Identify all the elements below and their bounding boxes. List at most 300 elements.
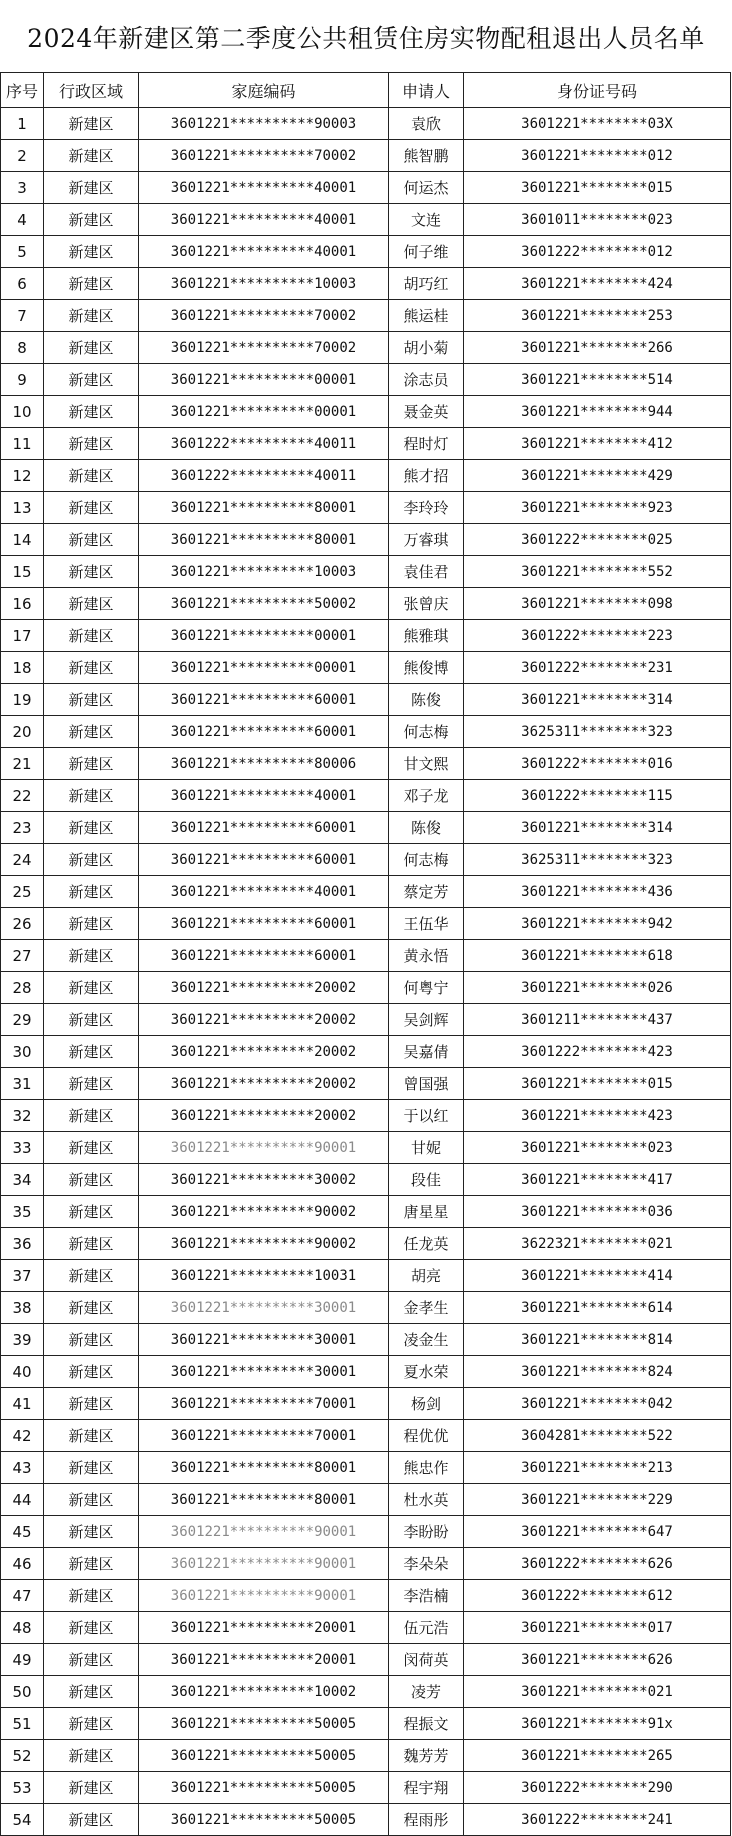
table-row xyxy=(1,332,731,364)
cell-district: 新建区 xyxy=(44,1740,139,1772)
table-row xyxy=(1,652,731,684)
cell-district: 新建区 xyxy=(44,1420,139,1452)
table-row xyxy=(1,1036,731,1068)
cell-family-code: 3601222**********40011 xyxy=(139,460,389,492)
cell-family-code: 3601221**********90002 xyxy=(139,1196,389,1228)
cell-family-code: 3601221**********90001 xyxy=(139,1132,389,1164)
cell-applicant: 何粤宁 xyxy=(389,972,464,1004)
cell-id-number: 3601222********115 xyxy=(464,780,731,812)
cell-id-number: 3622321********021 xyxy=(464,1228,731,1260)
cell-district: 新建区 xyxy=(44,108,139,140)
cell-id-number: 3601221********647 xyxy=(464,1516,731,1548)
cell-applicant: 聂金英 xyxy=(389,396,464,428)
cell-id-number: 3601221********314 xyxy=(464,812,731,844)
cell-serial-number: 18 xyxy=(1,652,44,684)
cell-district: 新建区 xyxy=(44,780,139,812)
cell-applicant: 文连 xyxy=(389,204,464,236)
table-row xyxy=(1,1228,731,1260)
cell-id-number: 3601222********423 xyxy=(464,1036,731,1068)
cell-district: 新建区 xyxy=(44,300,139,332)
table-row xyxy=(1,1580,731,1612)
cell-district: 新建区 xyxy=(44,716,139,748)
cell-serial-number: 6 xyxy=(1,268,44,300)
cell-family-code: 3601221**********80006 xyxy=(139,748,389,780)
header-applicant: 申请人 xyxy=(389,73,464,108)
cell-family-code: 3601221**********10003 xyxy=(139,268,389,300)
cell-applicant: 陈俊 xyxy=(389,684,464,716)
cell-serial-number: 19 xyxy=(1,684,44,716)
cell-family-code: 3601221**********20002 xyxy=(139,1004,389,1036)
cell-serial-number: 12 xyxy=(1,460,44,492)
cell-applicant: 胡巧红 xyxy=(389,268,464,300)
cell-applicant: 熊俊博 xyxy=(389,652,464,684)
cell-family-code: 3601221**********20002 xyxy=(139,972,389,1004)
table-row xyxy=(1,620,731,652)
cell-serial-number: 1 xyxy=(1,108,44,140)
cell-serial-number: 39 xyxy=(1,1324,44,1356)
cell-district: 新建区 xyxy=(44,1644,139,1676)
table-header-row xyxy=(1,73,731,108)
cell-family-code: 3601221**********70002 xyxy=(139,300,389,332)
cell-district: 新建区 xyxy=(44,1388,139,1420)
table-row xyxy=(1,108,731,140)
table-row xyxy=(1,972,731,1004)
header-family-code: 家庭编码 xyxy=(139,73,389,108)
cell-id-number: 3601221********618 xyxy=(464,940,731,972)
cell-family-code: 3601222**********40011 xyxy=(139,428,389,460)
cell-district: 新建区 xyxy=(44,1324,139,1356)
cell-family-code: 3601221**********30001 xyxy=(139,1292,389,1324)
cell-id-number: 3601221********436 xyxy=(464,876,731,908)
cell-id-number: 3601221********429 xyxy=(464,460,731,492)
cell-serial-number: 28 xyxy=(1,972,44,1004)
cell-id-number: 3601222********223 xyxy=(464,620,731,652)
table-row xyxy=(1,1804,731,1836)
cell-district: 新建区 xyxy=(44,492,139,524)
cell-id-number: 3601221********414 xyxy=(464,1260,731,1292)
cell-applicant: 李朵朵 xyxy=(389,1548,464,1580)
cell-id-number: 3601221********213 xyxy=(464,1452,731,1484)
table-row xyxy=(1,940,731,972)
cell-id-number: 3601221********253 xyxy=(464,300,731,332)
cell-applicant: 凌芳 xyxy=(389,1676,464,1708)
cell-id-number: 3601221********814 xyxy=(464,1324,731,1356)
cell-id-number: 3601221********514 xyxy=(464,364,731,396)
cell-serial-number: 4 xyxy=(1,204,44,236)
cell-serial-number: 51 xyxy=(1,1708,44,1740)
cell-family-code: 3601221**********60001 xyxy=(139,908,389,940)
cell-district: 新建区 xyxy=(44,940,139,972)
cell-district: 新建区 xyxy=(44,1516,139,1548)
table-body xyxy=(1,108,731,1836)
cell-applicant: 李盼盼 xyxy=(389,1516,464,1548)
cell-serial-number: 3 xyxy=(1,172,44,204)
cell-applicant: 何志梅 xyxy=(389,716,464,748)
cell-serial-number: 30 xyxy=(1,1036,44,1068)
header-district: 行政区域 xyxy=(44,73,139,108)
cell-family-code: 3601221**********50005 xyxy=(139,1740,389,1772)
cell-id-number: 3601222********016 xyxy=(464,748,731,780)
cell-applicant: 熊智鹏 xyxy=(389,140,464,172)
cell-id-number: 3601221********021 xyxy=(464,1676,731,1708)
cell-id-number: 3601221********824 xyxy=(464,1356,731,1388)
cell-serial-number: 13 xyxy=(1,492,44,524)
cell-applicant: 黄永悟 xyxy=(389,940,464,972)
cell-id-number: 3601221********423 xyxy=(464,1100,731,1132)
cell-district: 新建区 xyxy=(44,1772,139,1804)
cell-family-code: 3601221**********40001 xyxy=(139,204,389,236)
cell-serial-number: 42 xyxy=(1,1420,44,1452)
table-row xyxy=(1,524,731,556)
cell-family-code: 3601221**********00001 xyxy=(139,364,389,396)
cell-serial-number: 46 xyxy=(1,1548,44,1580)
cell-id-number: 3601221********417 xyxy=(464,1164,731,1196)
cell-family-code: 3601221**********70002 xyxy=(139,140,389,172)
cell-applicant: 曾国强 xyxy=(389,1068,464,1100)
table-row xyxy=(1,364,731,396)
cell-applicant: 吴嘉倩 xyxy=(389,1036,464,1068)
cell-applicant: 袁佳君 xyxy=(389,556,464,588)
cell-id-number: 3601221********91x xyxy=(464,1708,731,1740)
cell-applicant: 何运杰 xyxy=(389,172,464,204)
cell-id-number: 3601221********626 xyxy=(464,1644,731,1676)
table-row xyxy=(1,1516,731,1548)
header-serial-number: 序号 xyxy=(1,73,44,108)
table-row xyxy=(1,812,731,844)
cell-applicant: 杜水英 xyxy=(389,1484,464,1516)
cell-id-number: 3601221********012 xyxy=(464,140,731,172)
cell-id-number: 3601221********552 xyxy=(464,556,731,588)
cell-family-code: 3601221**********90001 xyxy=(139,1580,389,1612)
cell-family-code: 3601221**********00001 xyxy=(139,652,389,684)
cell-id-number: 3625311********323 xyxy=(464,844,731,876)
table-row xyxy=(1,300,731,332)
table-row xyxy=(1,492,731,524)
cell-district: 新建区 xyxy=(44,972,139,1004)
cell-district: 新建区 xyxy=(44,1612,139,1644)
cell-serial-number: 27 xyxy=(1,940,44,972)
cell-family-code: 3601221**********60001 xyxy=(139,716,389,748)
cell-applicant: 任龙英 xyxy=(389,1228,464,1260)
table-row xyxy=(1,1452,731,1484)
cell-district: 新建区 xyxy=(44,1356,139,1388)
cell-district: 新建区 xyxy=(44,844,139,876)
cell-id-number: 3601221********023 xyxy=(464,1132,731,1164)
cell-serial-number: 40 xyxy=(1,1356,44,1388)
cell-family-code: 3601221**********30001 xyxy=(139,1356,389,1388)
cell-district: 新建区 xyxy=(44,1804,139,1836)
table-row xyxy=(1,1548,731,1580)
table-row xyxy=(1,556,731,588)
cell-id-number: 3601221********229 xyxy=(464,1484,731,1516)
cell-applicant: 胡小菊 xyxy=(389,332,464,364)
cell-family-code: 3601221**********60001 xyxy=(139,844,389,876)
cell-district: 新建区 xyxy=(44,332,139,364)
cell-district: 新建区 xyxy=(44,268,139,300)
cell-id-number: 3601011********023 xyxy=(464,204,731,236)
cell-serial-number: 25 xyxy=(1,876,44,908)
table-row xyxy=(1,908,731,940)
table-row xyxy=(1,1260,731,1292)
table-row xyxy=(1,1740,731,1772)
cell-id-number: 3601221********03X xyxy=(464,108,731,140)
cell-applicant: 李浩楠 xyxy=(389,1580,464,1612)
cell-serial-number: 35 xyxy=(1,1196,44,1228)
cell-serial-number: 21 xyxy=(1,748,44,780)
cell-district: 新建区 xyxy=(44,428,139,460)
cell-district: 新建区 xyxy=(44,748,139,780)
cell-applicant: 唐星星 xyxy=(389,1196,464,1228)
cell-applicant: 何志梅 xyxy=(389,844,464,876)
cell-serial-number: 49 xyxy=(1,1644,44,1676)
cell-applicant: 杨剑 xyxy=(389,1388,464,1420)
cell-id-number: 3601221********424 xyxy=(464,268,731,300)
cell-family-code: 3601221**********70001 xyxy=(139,1388,389,1420)
cell-district: 新建区 xyxy=(44,204,139,236)
cell-applicant: 蔡定芳 xyxy=(389,876,464,908)
table-row xyxy=(1,460,731,492)
cell-id-number: 3601221********026 xyxy=(464,972,731,1004)
cell-serial-number: 17 xyxy=(1,620,44,652)
cell-district: 新建区 xyxy=(44,1292,139,1324)
document-title: 2024年新建区第二季度公共租赁住房实物配租退出人员名单 xyxy=(27,24,705,53)
cell-serial-number: 32 xyxy=(1,1100,44,1132)
cell-district: 新建区 xyxy=(44,1708,139,1740)
cell-serial-number: 11 xyxy=(1,428,44,460)
cell-applicant: 胡亮 xyxy=(389,1260,464,1292)
table-row xyxy=(1,1708,731,1740)
cell-district: 新建区 xyxy=(44,652,139,684)
cell-district: 新建区 xyxy=(44,1068,139,1100)
cell-applicant: 甘文熙 xyxy=(389,748,464,780)
table-row xyxy=(1,748,731,780)
cell-serial-number: 5 xyxy=(1,236,44,268)
table-row xyxy=(1,1612,731,1644)
table-row xyxy=(1,1324,731,1356)
cell-serial-number: 36 xyxy=(1,1228,44,1260)
cell-applicant: 熊才招 xyxy=(389,460,464,492)
cell-serial-number: 10 xyxy=(1,396,44,428)
cell-family-code: 3601221**********30001 xyxy=(139,1324,389,1356)
table-row xyxy=(1,1132,731,1164)
cell-applicant: 闵荷英 xyxy=(389,1644,464,1676)
cell-id-number: 3601222********626 xyxy=(464,1548,731,1580)
cell-applicant: 熊雅琪 xyxy=(389,620,464,652)
cell-serial-number: 9 xyxy=(1,364,44,396)
cell-id-number: 3601222********612 xyxy=(464,1580,731,1612)
cell-serial-number: 53 xyxy=(1,1772,44,1804)
table-row xyxy=(1,1356,731,1388)
cell-family-code: 3601221**********80001 xyxy=(139,492,389,524)
table-row xyxy=(1,876,731,908)
withdrawal-list-table xyxy=(0,72,731,1836)
cell-id-number: 3601211********437 xyxy=(464,1004,731,1036)
cell-id-number: 3601221********036 xyxy=(464,1196,731,1228)
cell-district: 新建区 xyxy=(44,684,139,716)
cell-district: 新建区 xyxy=(44,908,139,940)
table-row xyxy=(1,1388,731,1420)
cell-district: 新建区 xyxy=(44,1164,139,1196)
cell-applicant: 吴剑辉 xyxy=(389,1004,464,1036)
cell-applicant: 程雨彤 xyxy=(389,1804,464,1836)
cell-family-code: 3601221**********20002 xyxy=(139,1100,389,1132)
cell-applicant: 金孝生 xyxy=(389,1292,464,1324)
cell-family-code: 3601221**********60001 xyxy=(139,940,389,972)
cell-family-code: 3601221**********00001 xyxy=(139,620,389,652)
cell-id-number: 3601221********015 xyxy=(464,1068,731,1100)
cell-family-code: 3601221**********30002 xyxy=(139,1164,389,1196)
cell-district: 新建区 xyxy=(44,1228,139,1260)
cell-district: 新建区 xyxy=(44,140,139,172)
cell-applicant: 程时灯 xyxy=(389,428,464,460)
cell-serial-number: 47 xyxy=(1,1580,44,1612)
cell-district: 新建区 xyxy=(44,1484,139,1516)
table-row xyxy=(1,1484,731,1516)
cell-serial-number: 52 xyxy=(1,1740,44,1772)
cell-applicant: 张曾庆 xyxy=(389,588,464,620)
cell-id-number: 3601221********412 xyxy=(464,428,731,460)
cell-applicant: 涂志员 xyxy=(389,364,464,396)
cell-applicant: 邓子龙 xyxy=(389,780,464,812)
cell-family-code: 3601221**********40001 xyxy=(139,172,389,204)
cell-district: 新建区 xyxy=(44,1548,139,1580)
cell-family-code: 3601221**********80001 xyxy=(139,1484,389,1516)
cell-serial-number: 16 xyxy=(1,588,44,620)
cell-family-code: 3601221**********60001 xyxy=(139,684,389,716)
cell-serial-number: 33 xyxy=(1,1132,44,1164)
table-row xyxy=(1,1004,731,1036)
cell-family-code: 3601221**********40001 xyxy=(139,876,389,908)
cell-applicant: 程宇翔 xyxy=(389,1772,464,1804)
cell-id-number: 3601221********265 xyxy=(464,1740,731,1772)
cell-serial-number: 48 xyxy=(1,1612,44,1644)
cell-district: 新建区 xyxy=(44,172,139,204)
cell-serial-number: 24 xyxy=(1,844,44,876)
cell-id-number: 3601221********923 xyxy=(464,492,731,524)
cell-district: 新建区 xyxy=(44,1580,139,1612)
cell-applicant: 伍元浩 xyxy=(389,1612,464,1644)
cell-family-code: 3601221**********60001 xyxy=(139,812,389,844)
table-row xyxy=(1,396,731,428)
cell-family-code: 3601221**********20002 xyxy=(139,1036,389,1068)
cell-family-code: 3601221**********00001 xyxy=(139,396,389,428)
table-row xyxy=(1,1292,731,1324)
table-row xyxy=(1,204,731,236)
cell-id-number: 3601221********098 xyxy=(464,588,731,620)
cell-family-code: 3601221**********40001 xyxy=(139,780,389,812)
cell-id-number: 3601221********266 xyxy=(464,332,731,364)
cell-serial-number: 26 xyxy=(1,908,44,940)
cell-id-number: 3601221********944 xyxy=(464,396,731,428)
cell-id-number: 3601221********314 xyxy=(464,684,731,716)
cell-applicant: 万睿琪 xyxy=(389,524,464,556)
table-row xyxy=(1,780,731,812)
cell-district: 新建区 xyxy=(44,236,139,268)
table-row xyxy=(1,1196,731,1228)
cell-serial-number: 45 xyxy=(1,1516,44,1548)
cell-serial-number: 14 xyxy=(1,524,44,556)
table-row xyxy=(1,1420,731,1452)
cell-district: 新建区 xyxy=(44,396,139,428)
cell-family-code: 3601221**********10002 xyxy=(139,1676,389,1708)
header-id-number: 身份证号码 xyxy=(464,73,731,108)
cell-serial-number: 8 xyxy=(1,332,44,364)
table-row xyxy=(1,1164,731,1196)
cell-district: 新建区 xyxy=(44,1452,139,1484)
cell-serial-number: 44 xyxy=(1,1484,44,1516)
cell-applicant: 段佳 xyxy=(389,1164,464,1196)
cell-applicant: 熊运桂 xyxy=(389,300,464,332)
table-row xyxy=(1,588,731,620)
cell-id-number: 3601222********231 xyxy=(464,652,731,684)
cell-applicant: 熊忠作 xyxy=(389,1452,464,1484)
cell-applicant: 夏水荣 xyxy=(389,1356,464,1388)
cell-family-code: 3601221**********10003 xyxy=(139,556,389,588)
cell-family-code: 3601221**********90001 xyxy=(139,1516,389,1548)
cell-family-code: 3601221**********50002 xyxy=(139,588,389,620)
cell-id-number: 3601221********042 xyxy=(464,1388,731,1420)
cell-serial-number: 7 xyxy=(1,300,44,332)
cell-applicant: 何子维 xyxy=(389,236,464,268)
cell-family-code: 3601221**********80001 xyxy=(139,524,389,556)
table-row xyxy=(1,1068,731,1100)
cell-applicant: 程优优 xyxy=(389,1420,464,1452)
cell-district: 新建区 xyxy=(44,1260,139,1292)
cell-id-number: 3601221********017 xyxy=(464,1612,731,1644)
table-row xyxy=(1,140,731,172)
cell-serial-number: 37 xyxy=(1,1260,44,1292)
cell-family-code: 3601221**********20001 xyxy=(139,1644,389,1676)
cell-district: 新建区 xyxy=(44,620,139,652)
cell-applicant: 陈俊 xyxy=(389,812,464,844)
cell-id-number: 3625311********323 xyxy=(464,716,731,748)
cell-serial-number: 31 xyxy=(1,1068,44,1100)
table-row xyxy=(1,1772,731,1804)
cell-applicant: 于以红 xyxy=(389,1100,464,1132)
cell-applicant: 王伍华 xyxy=(389,908,464,940)
cell-applicant: 凌金生 xyxy=(389,1324,464,1356)
cell-district: 新建区 xyxy=(44,1132,139,1164)
cell-serial-number: 38 xyxy=(1,1292,44,1324)
table-row xyxy=(1,1644,731,1676)
cell-serial-number: 23 xyxy=(1,812,44,844)
cell-district: 新建区 xyxy=(44,588,139,620)
cell-district: 新建区 xyxy=(44,1036,139,1068)
cell-id-number: 3601222********025 xyxy=(464,524,731,556)
cell-id-number: 3601222********290 xyxy=(464,1772,731,1804)
cell-district: 新建区 xyxy=(44,460,139,492)
cell-serial-number: 2 xyxy=(1,140,44,172)
table-row xyxy=(1,268,731,300)
cell-id-number: 3604281********522 xyxy=(464,1420,731,1452)
cell-family-code: 3601221**********50005 xyxy=(139,1772,389,1804)
table-row xyxy=(1,1100,731,1132)
table-row xyxy=(1,236,731,268)
cell-serial-number: 22 xyxy=(1,780,44,812)
cell-district: 新建区 xyxy=(44,524,139,556)
cell-applicant: 魏芳芳 xyxy=(389,1740,464,1772)
cell-district: 新建区 xyxy=(44,812,139,844)
cell-serial-number: 50 xyxy=(1,1676,44,1708)
cell-family-code: 3601221**********90003 xyxy=(139,108,389,140)
cell-applicant: 甘妮 xyxy=(389,1132,464,1164)
cell-family-code: 3601221**********80001 xyxy=(139,1452,389,1484)
cell-id-number: 3601222********241 xyxy=(464,1804,731,1836)
cell-family-code: 3601221**********50005 xyxy=(139,1708,389,1740)
cell-district: 新建区 xyxy=(44,1676,139,1708)
table-row xyxy=(1,716,731,748)
cell-applicant: 袁欣 xyxy=(389,108,464,140)
